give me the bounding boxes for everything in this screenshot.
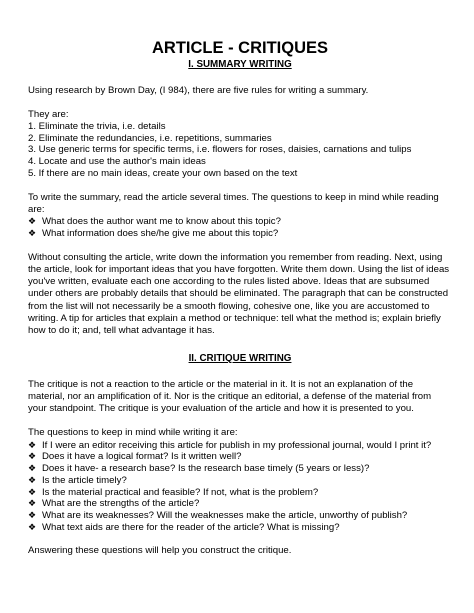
list-item: ❖ Is the material practical and feasible? If not, what is the problem? (28, 486, 319, 498)
critique-closing: Answering these questions will help you construct the critique. (28, 545, 292, 557)
rule-item: 1. Eliminate the trivia, i.e. details (28, 121, 166, 132)
diamond-bullet-icon: ❖ (28, 463, 37, 474)
rule-item: 4. Locate and use the author's main ideas (28, 156, 206, 168)
summary-questions-intro: To write the summary, read the article several times. The questions to keep in mind while reading are: (28, 191, 439, 215)
diamond-bullet-icon: ❖ (28, 451, 37, 462)
list-item: ❖ Does it have a logical format? Is it written well? (28, 451, 242, 463)
diamond-bullet-icon: ❖ (28, 498, 37, 509)
they-are-label: They are: (28, 109, 69, 121)
list-item: ❖ What text aids are there for the reader of the article? What is missing? (28, 521, 340, 533)
summary-intro: Using research by Brown Day, (I 984), there are five rules for writing a summary. (28, 85, 369, 96)
rule-item: 2. Eliminate the redundancies, i.e. repetitions, summaries (28, 132, 272, 144)
diamond-bullet-icon: ❖ (28, 486, 37, 497)
section-heading-summary: I. SUMMARY WRITING (188, 59, 292, 70)
list-item: ❖ If I were an editor receiving this article for publish in my professional journal, would I print it? (28, 439, 432, 451)
list-item: ❖ Does it have- a research base? Is the research base timely (5 years or less)? (28, 463, 370, 475)
diamond-bullet-icon: ❖ (28, 521, 37, 532)
critique-questions-intro: The questions to keep in mind while writing it are: (28, 427, 238, 439)
rule-item: 5. If there are no main ideas, create your own based on the text (28, 167, 298, 179)
rule-item: 3. Use generic terms for specific terms, i.e. flowers for roses, daisies, carnations and tulips (28, 144, 412, 156)
list-item: ❖ What are its weaknesses? Will the weaknesses make the article, unworthy of publish? (28, 510, 408, 521)
diamond-bullet-icon: ❖ (28, 216, 37, 227)
section-heading-critique: II. CRITIQUE WRITING (188, 352, 292, 364)
list-item: ❖ What does the author want me to know about this topic? (28, 216, 281, 228)
critique-questions-list (28, 440, 452, 534)
document-page (28, 38, 452, 558)
diamond-bullet-icon: ❖ (28, 227, 37, 238)
diamond-bullet-icon: ❖ (28, 439, 37, 450)
diamond-bullet-icon: ❖ (28, 510, 37, 520)
critique-intro: The critique is not a reaction to the article or the material in it. It is not an explanation of the material, nor an amplification of it. Nor is the critique an editorial, a defense of the material from your standpoint. The critique is your evaluation of the article and how it is presented to you. (28, 378, 432, 415)
list-item: ❖ Is the article timely? (28, 474, 127, 486)
diamond-bullet-icon: ❖ (28, 474, 37, 485)
rules-list (28, 121, 452, 180)
document-title: ARTICLE - CRITIQUES (152, 39, 328, 57)
summary-questions-list (28, 216, 452, 239)
summary-paragraph: Without consulting the article, write down the information you remember from reading. Next, using the article, look for important ideas that you have forgotten. Write them down. Using the list of ideas you've written, evaluate each one according to the rules listed above. Ideas that are subsumed under others are probably details that should be eliminated. The paragraph that can be constructed from the list will not necessarily be a smooth flowing, cohesive one, like you are accustomed to writing. A tip for articles that explain a method or technique: tell what the method is; explain briefly how to do it; and, tell what advantage it has. (28, 251, 450, 337)
list-item: ❖ What are the strengths of the article? (28, 498, 200, 510)
list-item: ❖ What information does she/he give me about this topic? (28, 227, 279, 239)
